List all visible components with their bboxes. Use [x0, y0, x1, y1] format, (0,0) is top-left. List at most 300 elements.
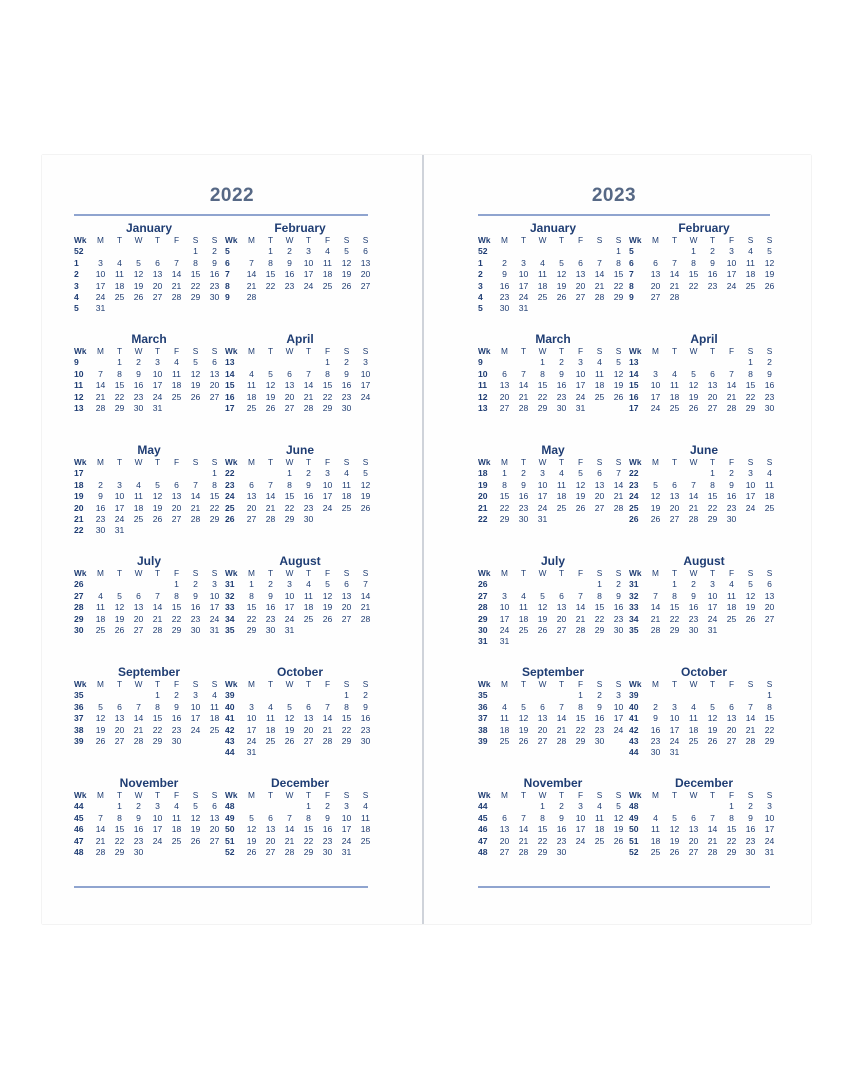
day-cell: 18 — [322, 269, 333, 280]
day-cell: 10 — [209, 590, 220, 601]
day-cell: 1 — [710, 468, 715, 479]
weekday-label: W — [285, 790, 294, 800]
day-cell: 24 — [518, 291, 529, 302]
day-cell: 21 — [594, 280, 605, 291]
week-number: 44 — [629, 747, 639, 758]
weekday-label: S — [766, 679, 773, 689]
weekday-label: S — [766, 790, 773, 800]
week-number: 26 — [629, 513, 639, 524]
week-number: 28 — [74, 602, 84, 613]
day-cell: 31 — [575, 402, 586, 413]
day-cell: 29 — [613, 291, 624, 302]
day-cell: 26 — [650, 513, 661, 524]
day-cell: 1 — [117, 801, 122, 812]
weekday-label: F — [577, 568, 584, 578]
day-cell: 26 — [556, 291, 567, 302]
week-row — [629, 625, 779, 636]
week-number: 39 — [74, 735, 84, 746]
day-cell: 25 — [594, 835, 605, 846]
day-cell: 15 — [246, 602, 257, 613]
day-cell: 20 — [556, 613, 567, 624]
weekday-label: S — [192, 346, 199, 356]
day-cell: 29 — [499, 513, 510, 524]
day-cell: 8 — [729, 812, 734, 823]
week-row — [74, 602, 224, 613]
day-cell: 22 — [726, 835, 737, 846]
day-cell: 16 — [171, 713, 182, 724]
day-cell: 6 — [212, 801, 217, 812]
week-row — [629, 269, 779, 280]
day-cell: 21 — [171, 280, 182, 291]
day-cell: 5 — [710, 701, 715, 712]
day-cell: 26 — [152, 513, 163, 524]
week-row — [225, 258, 375, 269]
weekday-label: T — [558, 679, 565, 689]
week-number: 15 — [629, 380, 639, 391]
day-cell: 3 — [616, 690, 621, 701]
day-cell: 20 — [707, 391, 718, 402]
day-cell: 30 — [190, 624, 201, 635]
week-row — [74, 246, 224, 257]
day-cell: 16 — [726, 491, 737, 502]
week-number: 25 — [225, 502, 235, 513]
year-title: 2022 — [209, 185, 255, 206]
day-cell: 4 — [306, 579, 311, 590]
weekday-label: F — [324, 457, 331, 467]
day-cell: 24 — [209, 613, 220, 624]
week-row — [478, 491, 628, 502]
weekday-label: S — [211, 346, 218, 356]
day-cell: 25 — [669, 402, 680, 413]
week-row — [74, 801, 224, 812]
day-cell: 4 — [559, 468, 564, 479]
day-cell: 24 — [303, 280, 314, 291]
week-number: 49 — [225, 812, 235, 823]
day-cell: 8 — [174, 590, 179, 601]
day-cell: 4 — [729, 579, 734, 590]
day-cell: 16 — [764, 380, 775, 391]
day-cell: 19 — [95, 724, 106, 735]
week-number: 10 — [478, 368, 488, 379]
week-row — [225, 281, 375, 292]
day-cell: 1 — [325, 357, 330, 368]
weekday-label: S — [747, 790, 754, 800]
day-cell: 10 — [518, 269, 529, 280]
week-number: 24 — [225, 491, 235, 502]
day-cell: 16 — [360, 713, 371, 724]
day-cell: 14 — [133, 713, 144, 724]
day-cell: 24 — [745, 502, 756, 513]
day-cell: 15 — [341, 713, 352, 724]
day-cell: 30 — [171, 735, 182, 746]
day-cell: 21 — [556, 724, 567, 735]
day-cell: 11 — [519, 602, 528, 613]
day-cell: 14 — [726, 380, 737, 391]
day-cell: 11 — [689, 713, 698, 724]
weekday-label: T — [558, 790, 565, 800]
day-cell: 23 — [764, 391, 775, 402]
day-cell: 25 — [209, 724, 220, 735]
day-cell: 17 — [707, 602, 718, 613]
day-cell: 12 — [190, 812, 201, 823]
day-cell: 9 — [212, 257, 217, 268]
week-number: 23 — [225, 479, 235, 490]
day-cell: 15 — [745, 380, 756, 391]
week-number: 3 — [478, 280, 483, 291]
day-cell: 4 — [325, 246, 330, 257]
week-row — [629, 369, 779, 380]
day-cell: 15 — [303, 824, 314, 835]
day-cell: 1 — [540, 357, 545, 368]
week-number: 14 — [629, 368, 639, 379]
day-cell: 19 — [764, 269, 775, 280]
weekday-label: T — [267, 679, 274, 689]
day-cell: 15 — [114, 824, 125, 835]
weekday-label: M — [501, 790, 508, 800]
weekday-label: F — [728, 679, 735, 689]
day-cell: 23 — [265, 613, 276, 624]
day-cell: 30 — [303, 513, 314, 524]
week-row — [629, 747, 779, 758]
week-number: 44 — [74, 801, 84, 812]
week-header: Wk — [629, 346, 642, 356]
day-cell: 29 — [284, 513, 295, 524]
day-cell: 19 — [518, 724, 529, 735]
day-cell: 10 — [650, 380, 661, 391]
day-cell: 3 — [672, 701, 677, 712]
day-cell: 7 — [653, 590, 658, 601]
day-cell: 11 — [557, 479, 566, 490]
day-cell: 20 — [133, 613, 144, 624]
day-cell: 11 — [746, 257, 755, 268]
day-cell: 2 — [344, 357, 349, 368]
day-cell: 22 — [284, 502, 295, 513]
day-cell: 14 — [556, 713, 567, 724]
day-cell: 19 — [745, 602, 756, 613]
day-cell: 16 — [650, 724, 661, 735]
day-cell: 20 — [171, 502, 182, 513]
day-cell: 9 — [325, 812, 330, 823]
week-number: 8 — [629, 280, 634, 291]
week-number: 50 — [629, 824, 639, 835]
week-row — [629, 357, 779, 368]
day-cell: 4 — [117, 257, 122, 268]
week-number: 9 — [478, 357, 483, 368]
day-cell: 15 — [537, 824, 548, 835]
day-cell: 17 — [745, 491, 756, 502]
day-cell: 5 — [193, 357, 198, 368]
day-cell: 20 — [688, 835, 699, 846]
week-header: Wk — [225, 235, 238, 245]
day-cell: 7 — [174, 257, 179, 268]
week-number: 12 — [74, 391, 84, 402]
day-cell: 1 — [117, 357, 122, 368]
weekday-label: S — [211, 235, 218, 245]
week-number: 9 — [225, 291, 230, 302]
month-grid — [225, 568, 375, 636]
week-number: 22 — [225, 468, 235, 479]
day-cell: 25 — [537, 291, 548, 302]
month-grid — [74, 346, 224, 414]
week-row — [478, 369, 628, 380]
month-name: January — [529, 221, 577, 235]
day-cell: 30 — [688, 624, 699, 635]
week-header: Wk — [225, 790, 238, 800]
day-cell: 3 — [287, 579, 292, 590]
day-cell: 28 — [669, 291, 680, 302]
week-number: 43 — [629, 735, 639, 746]
week-number: 1 — [74, 257, 79, 268]
day-cell: 3 — [767, 801, 772, 812]
day-cell: 10 — [95, 269, 106, 280]
day-cell: 14 — [171, 269, 182, 280]
day-cell: 15 — [688, 269, 699, 280]
day-cell: 27 — [133, 624, 144, 635]
day-cell: 30 — [265, 624, 276, 635]
day-cell: 12 — [575, 479, 586, 490]
weekday-label: T — [267, 568, 274, 578]
weekday-label: T — [520, 457, 527, 467]
week-row — [629, 591, 779, 602]
day-cell: 24 — [114, 513, 125, 524]
day-cell: 23 — [95, 513, 106, 524]
weekday-label: W — [538, 568, 547, 578]
week-row — [478, 702, 628, 713]
week-number: 14 — [225, 368, 235, 379]
week-number: 49 — [629, 812, 639, 823]
day-cell: 24 — [322, 502, 333, 513]
weekday-header — [629, 790, 779, 801]
week-row — [478, 246, 628, 257]
week-row — [478, 813, 628, 824]
day-cell: 19 — [650, 502, 661, 513]
day-cell: 30 — [209, 291, 220, 302]
day-cell: 3 — [363, 357, 368, 368]
month-grid — [478, 679, 628, 747]
weekday-label: T — [116, 346, 123, 356]
weekday-label: F — [577, 346, 584, 356]
weekday-label: S — [192, 790, 199, 800]
day-cell: 31 — [499, 636, 510, 647]
day-cell: 5 — [653, 479, 658, 490]
day-cell: 11 — [323, 257, 332, 268]
day-cell: 23 — [284, 280, 295, 291]
month-grid — [478, 235, 628, 315]
week-number: 27 — [74, 590, 84, 601]
day-cell: 7 — [748, 701, 753, 712]
day-cell: 19 — [133, 280, 144, 291]
weekday-label: W — [134, 790, 143, 800]
week-row — [74, 525, 224, 536]
week-row — [225, 269, 375, 280]
day-cell: 19 — [669, 835, 680, 846]
day-cell: 13 — [209, 368, 220, 379]
day-cell: 25 — [133, 513, 144, 524]
day-cell: 7 — [155, 590, 160, 601]
day-cell: 9 — [710, 257, 715, 268]
day-cell: 14 — [95, 824, 106, 835]
day-cell: 1 — [540, 801, 545, 812]
day-cell: 10 — [246, 713, 257, 724]
day-cell: 11 — [670, 380, 679, 391]
weekday-label: M — [501, 568, 508, 578]
day-cell: 9 — [502, 269, 507, 280]
day-cell: 29 — [707, 513, 718, 524]
week-number: 37 — [478, 713, 488, 724]
month-grid — [74, 235, 224, 315]
day-cell: 9 — [691, 590, 696, 601]
weekday-label: W — [689, 346, 698, 356]
day-cell: 14 — [594, 269, 605, 280]
day-cell: 13 — [764, 590, 775, 601]
week-row — [225, 614, 375, 625]
week-row — [478, 690, 628, 701]
day-cell: 21 — [322, 724, 333, 735]
day-cell: 5 — [521, 701, 526, 712]
day-cell: 8 — [767, 701, 772, 712]
week-number: 31 — [478, 636, 488, 647]
weekday-label: T — [558, 346, 565, 356]
day-cell: 27 — [341, 613, 352, 624]
day-cell: 21 — [613, 491, 624, 502]
day-cell: 9 — [521, 479, 526, 490]
bottom-rule — [74, 886, 368, 888]
weekday-label: S — [343, 568, 350, 578]
day-cell: 27 — [284, 402, 295, 413]
day-cell: 2 — [616, 579, 621, 590]
week-row — [225, 824, 375, 835]
day-cell: 12 — [613, 812, 624, 823]
week-row — [629, 702, 779, 713]
weekday-label: T — [709, 235, 716, 245]
day-cell: 17 — [613, 713, 624, 724]
day-cell: 9 — [559, 368, 564, 379]
week-number: 39 — [478, 735, 488, 746]
day-cell: 2 — [212, 246, 217, 257]
day-cell: 31 — [114, 525, 125, 536]
day-cell: 1 — [616, 246, 621, 257]
weekday-label: W — [689, 679, 698, 689]
day-cell: 21 — [518, 391, 529, 402]
weekday-label: M — [652, 568, 659, 578]
week-row — [225, 836, 375, 847]
day-cell: 29 — [152, 735, 163, 746]
day-cell: 18 — [669, 391, 680, 402]
day-cell: 24 — [341, 835, 352, 846]
day-cell: 19 — [322, 602, 333, 613]
weekday-header — [478, 568, 628, 579]
week-row — [225, 480, 375, 491]
day-cell: 7 — [325, 701, 330, 712]
week-number: 4 — [478, 291, 483, 302]
day-cell: 1 — [502, 468, 507, 479]
day-cell: 8 — [306, 812, 311, 823]
weekday-label: M — [501, 679, 508, 689]
day-cell: 10 — [613, 701, 624, 712]
day-cell: 12 — [95, 713, 106, 724]
week-row — [478, 847, 628, 858]
week-row — [225, 702, 375, 713]
day-cell: 31 — [707, 624, 718, 635]
week-row — [629, 690, 779, 701]
day-cell: 26 — [537, 624, 548, 635]
day-cell: 18 — [594, 824, 605, 835]
day-cell: 28 — [518, 846, 529, 857]
weekday-label: T — [116, 568, 123, 578]
week-number: 16 — [629, 391, 639, 402]
day-cell: 22 — [246, 613, 257, 624]
day-cell: 3 — [98, 257, 103, 268]
week-row — [629, 392, 779, 403]
day-cell: 19 — [613, 824, 624, 835]
week-row — [74, 591, 224, 602]
day-cell: 2 — [193, 579, 198, 590]
day-cell: 8 — [597, 590, 602, 601]
day-cell: 27 — [246, 513, 257, 524]
day-cell: 11 — [595, 368, 604, 379]
weekday-label: T — [116, 235, 123, 245]
day-cell: 17 — [575, 380, 586, 391]
week-row — [225, 713, 375, 724]
day-cell: 23 — [133, 391, 144, 402]
week-header: Wk — [74, 568, 87, 578]
weekday-label: M — [97, 346, 104, 356]
week-row — [74, 702, 224, 713]
day-cell: 22 — [669, 613, 680, 624]
day-cell: 21 — [284, 835, 295, 846]
day-cell: 3 — [748, 468, 753, 479]
day-cell: 1 — [344, 690, 349, 701]
day-cell: 16 — [688, 602, 699, 613]
weekday-label: S — [343, 790, 350, 800]
day-cell: 16 — [594, 713, 605, 724]
week-number: 7 — [225, 269, 230, 280]
day-cell: 25 — [265, 735, 276, 746]
week-row — [478, 468, 628, 479]
week-row — [629, 824, 779, 835]
weekday-label: W — [134, 235, 143, 245]
day-cell: 14 — [650, 602, 661, 613]
week-number: 17 — [629, 402, 639, 413]
week-row — [478, 625, 628, 636]
weekday-label: T — [154, 679, 161, 689]
page-left — [42, 155, 422, 924]
week-row — [478, 579, 628, 590]
weekday-label: F — [728, 457, 735, 467]
weekday-label: F — [324, 679, 331, 689]
day-cell: 26 — [764, 280, 775, 291]
day-cell: 2 — [559, 801, 564, 812]
week-number: 51 — [629, 835, 639, 846]
day-cell: 25 — [171, 835, 182, 846]
day-cell: 3 — [578, 357, 583, 368]
week-row — [629, 503, 779, 514]
week-row — [74, 614, 224, 625]
day-cell: 6 — [136, 590, 141, 601]
day-cell: 27 — [303, 735, 314, 746]
day-cell: 2 — [287, 246, 292, 257]
day-cell: 1 — [672, 579, 677, 590]
week-row — [629, 258, 779, 269]
day-cell: 2 — [136, 357, 141, 368]
week-number: 30 — [74, 624, 84, 635]
weekday-label: M — [97, 568, 104, 578]
week-row — [74, 281, 224, 292]
day-cell: 4 — [597, 357, 602, 368]
day-cell: 31 — [764, 846, 775, 857]
week-row — [478, 269, 628, 280]
day-cell: 14 — [303, 380, 314, 391]
